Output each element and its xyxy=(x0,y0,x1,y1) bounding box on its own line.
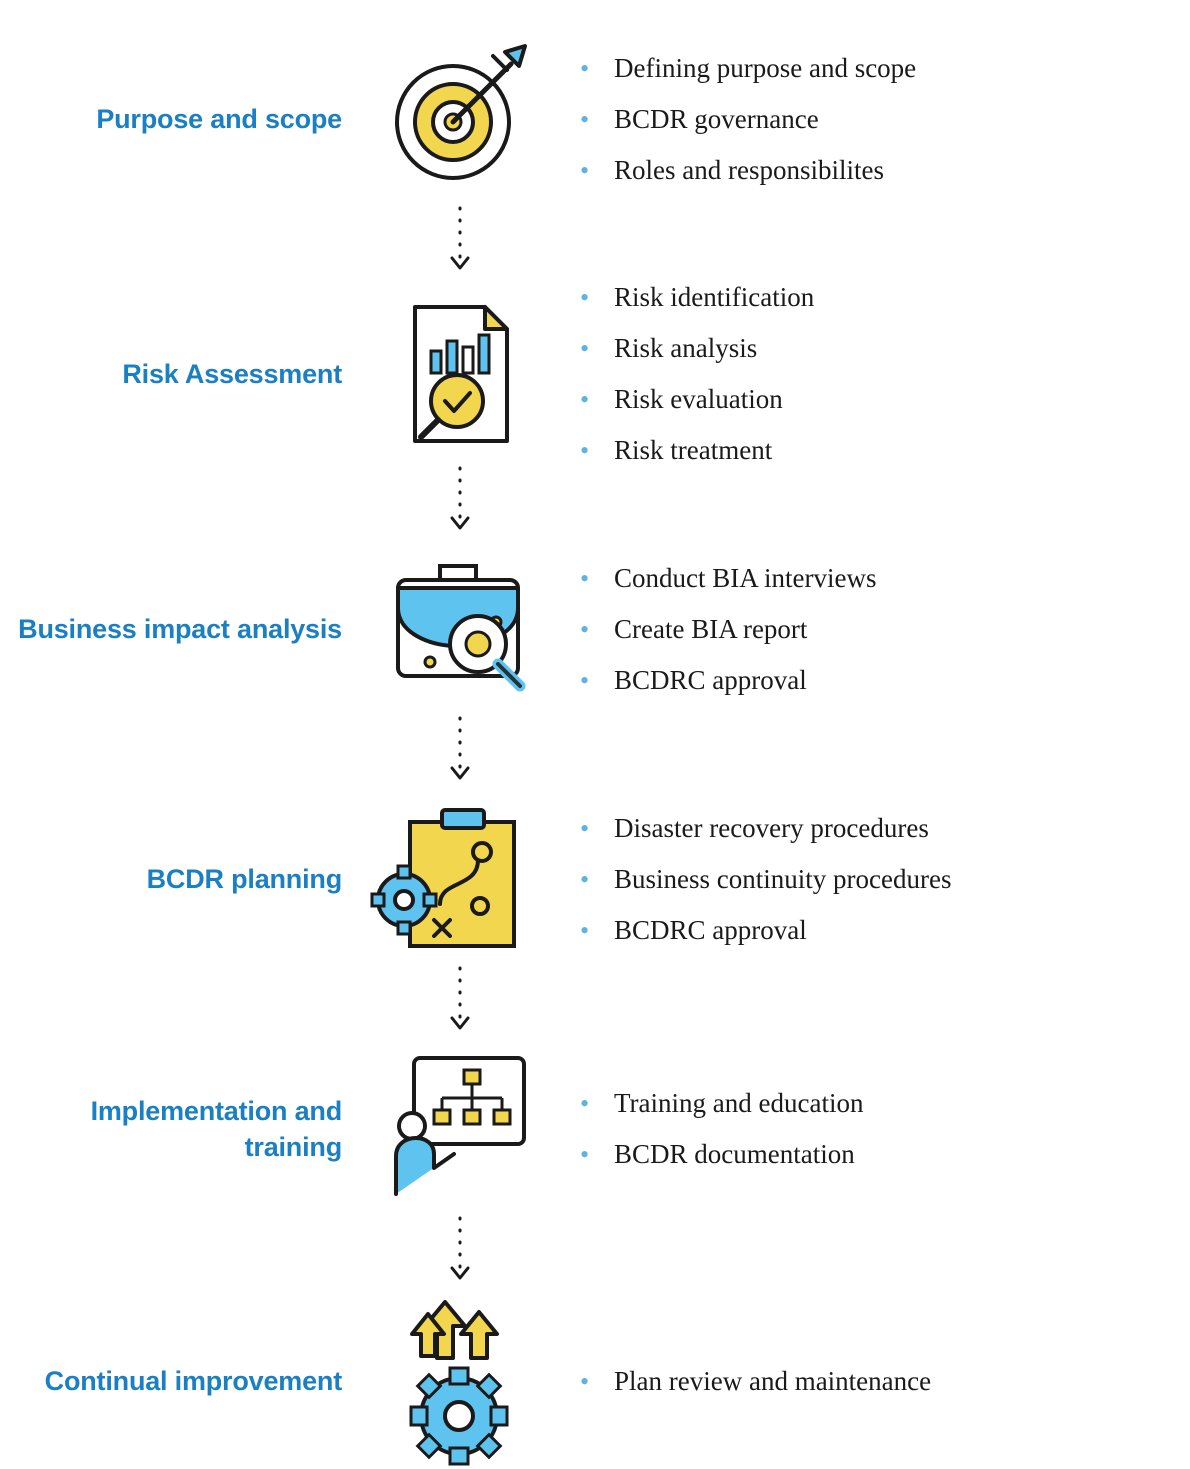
briefcase-magnifier-icon xyxy=(360,544,560,714)
stage-label: Business impact analysis xyxy=(18,613,342,644)
bullet-text: Conduct BIA interviews xyxy=(614,562,877,593)
bullet-text: Create BIA report xyxy=(614,613,808,644)
bullet-dot-icon: • xyxy=(580,1140,590,1169)
stage-risk-assessment xyxy=(0,284,1190,464)
stage-bullet-list xyxy=(560,52,1190,185)
bullet-dot-icon: • xyxy=(580,104,590,134)
connector xyxy=(0,1214,1190,1294)
bullet-text: Risk identification xyxy=(614,282,815,312)
bullet-text: Risk analysis xyxy=(614,333,758,363)
stage-bullet-list xyxy=(560,812,1190,945)
stage-bullet-list xyxy=(560,1368,1190,1395)
bullet-dot-icon: • xyxy=(580,864,590,894)
bullet-dot-icon: • xyxy=(580,53,590,83)
bullet-dot-icon: • xyxy=(580,813,590,843)
dotted-down-arrow-icon xyxy=(360,714,560,794)
document-chart-magnifier-icon xyxy=(360,289,560,459)
list-item xyxy=(580,386,1190,413)
bullet-text: Roles and responsibilites xyxy=(614,154,884,185)
list-item xyxy=(580,1090,1190,1117)
connector xyxy=(0,204,1190,284)
bullet-dot-icon: • xyxy=(580,614,590,644)
bullet-dot-icon: • xyxy=(580,1089,590,1118)
stage-implementation-and-training xyxy=(0,1044,1190,1214)
stage-bcdr-planning xyxy=(0,794,1190,964)
list-item xyxy=(580,562,1190,593)
stage-bullet-list xyxy=(560,1090,1190,1168)
bullet-dot-icon: • xyxy=(580,385,590,414)
stage-label: Risk Assessment xyxy=(122,358,342,389)
stage-label: BCDR planning xyxy=(146,863,342,894)
clipboard-gear-icon xyxy=(360,794,560,964)
list-item xyxy=(580,664,1190,695)
list-item xyxy=(580,863,1190,894)
list-item xyxy=(580,284,1190,311)
bullet-text: BCDRC approval xyxy=(614,914,807,945)
bullet-text: BCDR documentation xyxy=(614,1139,855,1169)
bullet-text: Risk treatment xyxy=(614,435,773,465)
stage-bullet-list xyxy=(560,562,1190,695)
dotted-down-arrow-icon xyxy=(360,964,560,1044)
connector xyxy=(0,464,1190,544)
stage-business-impact-analysis xyxy=(0,544,1190,714)
bullet-dot-icon: • xyxy=(580,915,590,945)
bullet-dot-icon: • xyxy=(580,563,590,593)
bullet-text: Disaster recovery procedures xyxy=(614,812,929,843)
presenter-board-icon xyxy=(360,1044,560,1214)
bullet-text: BCDR governance xyxy=(614,103,819,134)
gear-arrows-up-icon xyxy=(360,1294,560,1469)
connector xyxy=(0,964,1190,1044)
connector xyxy=(0,714,1190,794)
list-item xyxy=(580,914,1190,945)
stage-continual-improvement xyxy=(0,1294,1190,1469)
list-item xyxy=(580,613,1190,644)
dotted-down-arrow-icon xyxy=(360,204,560,284)
stage-label: Purpose and scope xyxy=(96,103,342,134)
list-item xyxy=(580,52,1190,83)
bullet-dot-icon: • xyxy=(580,155,590,185)
bullet-text: Training and education xyxy=(614,1088,864,1118)
bullet-dot-icon: • xyxy=(580,334,590,363)
target-arrow-icon xyxy=(360,34,560,204)
bullet-dot-icon: • xyxy=(580,1367,590,1396)
list-item xyxy=(580,154,1190,185)
stage-bullet-list xyxy=(560,284,1190,464)
bullet-text: Business continuity procedures xyxy=(614,863,952,894)
list-item xyxy=(580,1141,1190,1168)
dotted-down-arrow-icon xyxy=(360,464,560,544)
list-item xyxy=(580,1368,1190,1395)
stage-label: Implementation and training xyxy=(90,1095,342,1162)
list-item xyxy=(580,812,1190,843)
bullet-text: Defining purpose and scope xyxy=(614,52,917,83)
stage-label: Continual improvement xyxy=(44,1366,342,1397)
bullet-text: Risk evaluation xyxy=(614,384,783,414)
bullet-dot-icon: • xyxy=(580,665,590,695)
dotted-down-arrow-icon xyxy=(360,1214,560,1294)
bullet-text: Plan review and maintenance xyxy=(614,1366,932,1396)
bullet-text: BCDRC approval xyxy=(614,664,807,695)
bullet-dot-icon: • xyxy=(580,283,590,312)
list-item xyxy=(580,103,1190,134)
list-item xyxy=(580,335,1190,362)
stage-purpose-and-scope xyxy=(0,34,1190,204)
list-item xyxy=(580,437,1190,464)
bullet-dot-icon: • xyxy=(580,436,590,465)
